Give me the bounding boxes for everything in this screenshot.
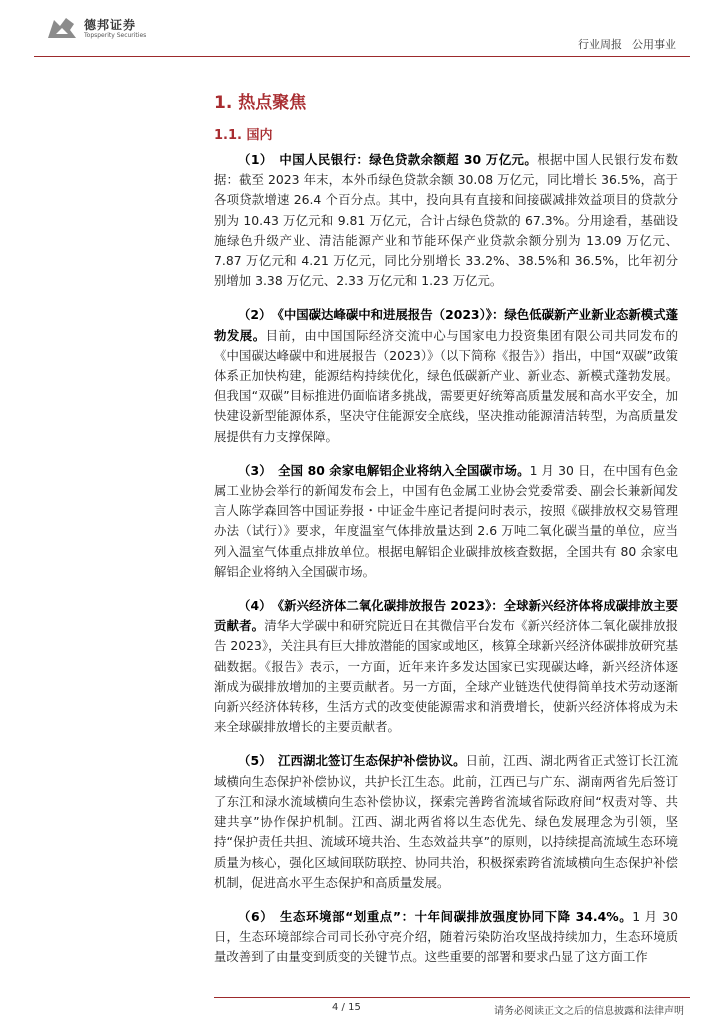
subsection-heading: 1.1. 国内 <box>214 128 273 143</box>
page-number: 4 / 15 <box>332 1002 361 1013</box>
news-item-body: 根据中国人民银行发布数据：截至 2023 年末，本外币绿色贷款余额 30.08 万亿元，同比增长 36.5%，高于各项贷款增速 26.4 个百分点。其中，投向具有直接和间接碳减排效益项目的贷款分别为 10.43 万亿元和 9.81 万亿元，合计占绿色贷款的 67.3%。分用途看，基础设施绿色升级产业、清洁能源产业和节能环保产业贷款余额分别为 13.09 万亿元、7.87 万亿元和 4.21 万亿元，同比分别增长 33.2%、38.5%和 36.5%，比年初分别增加 3.38 万亿元、2.33 万亿元和 1.23 万亿元。 <box>214 152 679 289</box>
report-body <box>214 150 678 982</box>
legal-disclaimer: 请务必阅读正文之后的信息披露和法律声明 <box>494 1006 684 1017</box>
news-item <box>214 907 678 968</box>
industry-label: 公用事业 <box>632 38 676 51</box>
news-item <box>214 305 678 446</box>
company-logo <box>44 14 80 42</box>
brand-name-english: Topsperity Securities <box>84 32 147 39</box>
header-divider <box>34 56 690 57</box>
news-item-lead: （3） 全国 80 余家电解铝企业将纳入全国碳市场。 <box>238 462 530 478</box>
news-item <box>214 596 678 737</box>
news-item-body: 1 月 30 日，在中国有色金属工业协会举行的新闻发布会上，中国有色金属工业协会党委常委、副会长兼新闻发言人陈学森回答中国证券报・中证金牛座记者提问时表示，按照《碳排放权交易管理办法（试行）》要求，年度温室气体排放量达到 2.6 万吨二氧化碳当量的单位，应当列入温室气体重点排放单位。根据电解铝企业碳排放核查数据，全国共有 80 余家电解铝企业将纳入全国碳市场。 <box>214 462 678 579</box>
report-category <box>578 36 676 52</box>
news-item-lead: （6） 生态环境部“划重点”：十年间碳排放强度协同下降 34.4%。 <box>238 908 633 924</box>
news-item-body: 目前，由中国国际经济交流中心与国家电力投资集团有限公司共同发布的《中国碳达峰碳中和进展报告（2023）》（以下简称《报告》）指出，中国“双碳”政策体系正加快构建，能源结构持续优化，绿色低碳新产业、新业态、新模式蓬勃发展。但我国“双碳”目标推进仍面临诸多挑战，需要更好统筹高质量发展和高水平安全，加快建设新型能源体系，坚决守住能源安全底线，坚决推动能源清洁转型，为高质量发展提供有力支撑保障。 <box>214 327 679 444</box>
news-item-lead: （4） 《新兴经济体二氧化碳排放报告 2023》：全球新兴经济体将成碳排放主要贡献者。 <box>214 598 678 634</box>
news-item-body: 1 月 30 日，生态环境部综合司司长孙守亮介绍，随着污染防治攻坚战持续加力，生态环境质量改善到了由量变到质变的关键节点。这些重要的部署和要求凸显了这方面工作 <box>214 908 678 965</box>
news-item <box>214 751 678 892</box>
news-item-body: 日前，江西、湖北两省正式签订长江流域横向生态保护补偿协议，共护长江生态。此前，江西已与广东、湖南两省先后签订了东江和渌水流域横向生态补偿协议，探索完善跨省流域省际政府间“权责对等、共建共享”协作保护机制。江西、湖北两省将以生态优先、绿色发展理念为引领，坚持“保护责任共担、流域环境共治、生态效益共享”的原则，以持续提高流域生态环境质量为核心，强化区域间联防联控、协同共治，积极探索跨省流域横向生态保护补偿机制，促进高水平生态保护和高质量发展。 <box>214 753 679 890</box>
section-heading: 1. 热点聚焦 <box>214 93 307 113</box>
brand-name: 德邦证券 <box>84 18 137 32</box>
page-header <box>0 0 724 60</box>
news-item-lead: （2） 《中国碳达峰碳中和进展报告（2023）》：绿色低碳新产业新业态新模式蓬勃发展。 <box>214 307 678 343</box>
report-type: 行业周报 <box>578 38 622 51</box>
news-item-lead: （1） 中国人民银行：绿色贷款余额超 30 万亿元。 <box>238 152 538 167</box>
news-item <box>214 150 678 291</box>
news-item-lead: （5） 江西湖北签订生态保护补偿协议。 <box>238 753 466 769</box>
footer-divider <box>214 997 690 998</box>
news-item <box>214 461 678 582</box>
news-item-body: 清华大学碳中和研究院近日在其微信平台发布《新兴经济体二氧化碳排放报告 2023》，关注具有巨大排放潜能的国家或地区，核算全球新兴经济体碳排放研究基础数据。《报告》表示，一方面，近年来许多发达国家已实现碳达峰，新兴经济体逐渐成为碳排放增加的主要贡献者。另一方面，全球产业链迭代使得简单技术劳动逐渐向新兴经济体转移，生活方式的改变使能源需求和消费增长，使新兴经济体将成为未来全球碳排放增长的主要贡献者。 <box>214 618 679 735</box>
